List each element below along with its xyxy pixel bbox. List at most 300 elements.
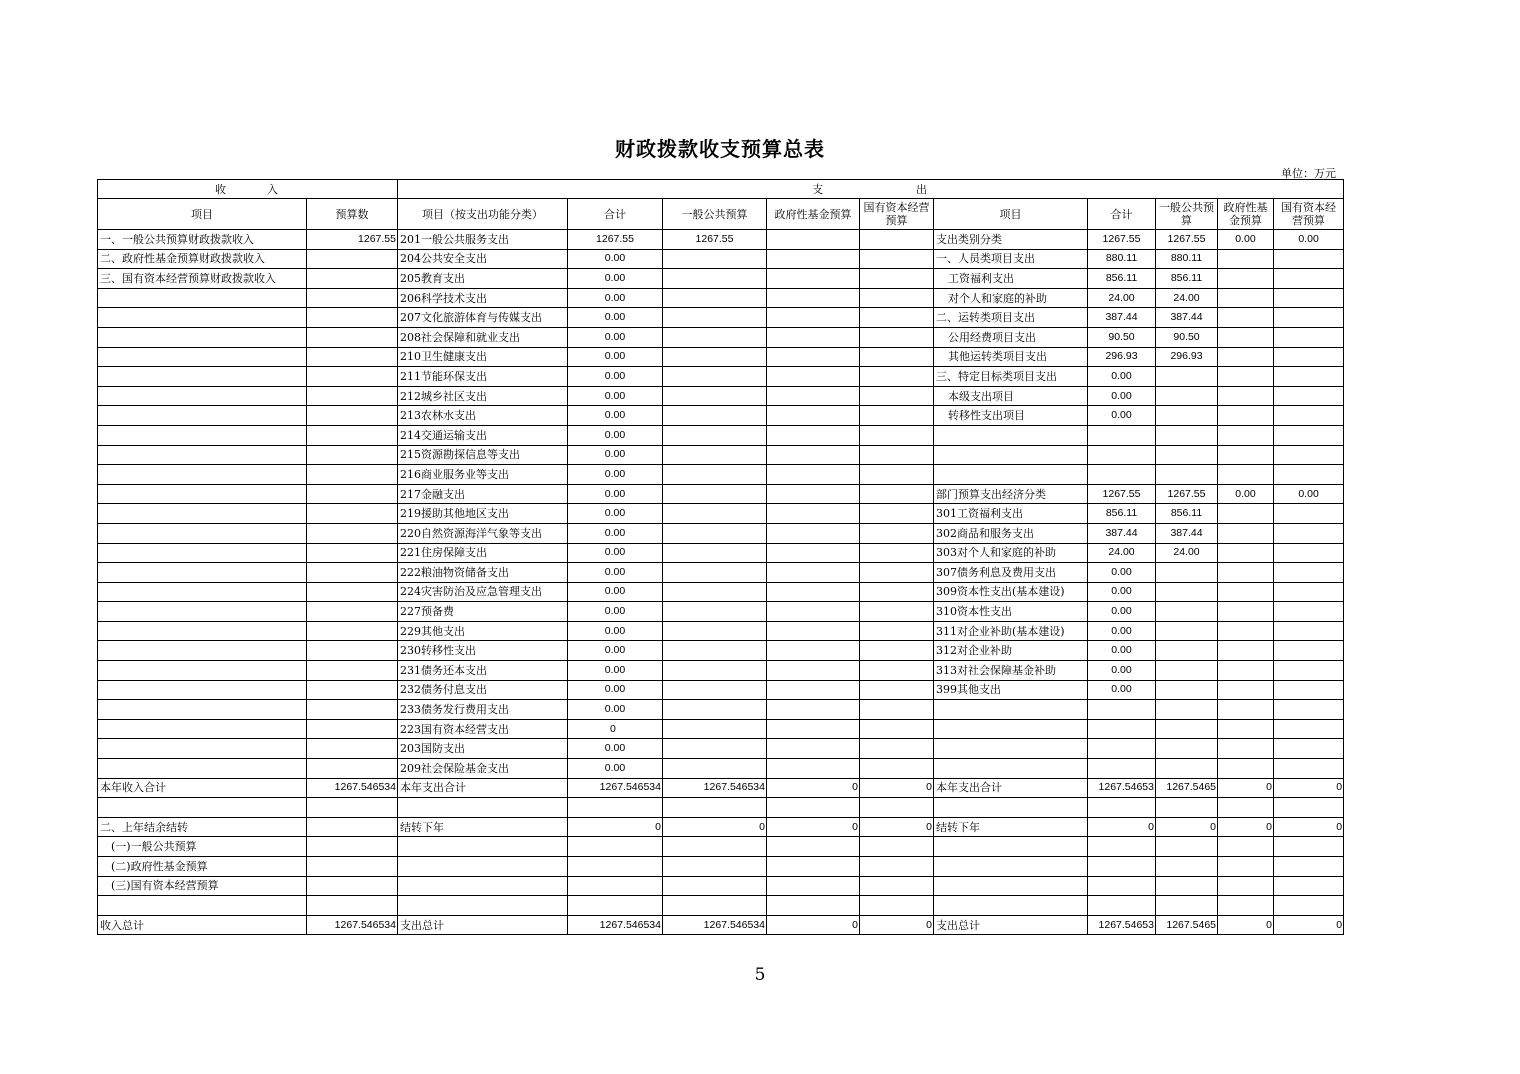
cell-total: 0.00 <box>568 700 663 720</box>
header-group-row <box>98 180 1344 199</box>
cell-econ-state-capital <box>1274 661 1344 681</box>
cell-func-item: 222粮油物资储备支出 <box>398 563 568 583</box>
cell-econ-state-capital <box>1274 602 1344 622</box>
cell-income-budget <box>307 700 398 720</box>
cell-state-capital <box>860 445 934 465</box>
cell-econ-state-capital <box>1274 680 1344 700</box>
blank-cell <box>860 798 934 818</box>
blank-cell <box>1218 896 1274 916</box>
blank-cell <box>1156 798 1218 818</box>
blank-cell <box>307 837 398 857</box>
cell-gov-fund <box>767 425 860 445</box>
cell-gov-fund <box>767 269 860 289</box>
cell-general <box>663 563 767 583</box>
cell-econ-general: 880.11 <box>1156 249 1218 269</box>
grand-total-econ-gov-fund: 0 <box>1218 915 1274 935</box>
cell-econ-total: 0.00 <box>1088 367 1156 387</box>
annual-total-value: 1267.546534 <box>307 778 398 798</box>
blank-cell <box>934 837 1088 857</box>
cell-state-capital <box>860 504 934 524</box>
cell-econ-state-capital <box>1274 621 1344 641</box>
cell-econ-general: 1267.55 <box>1156 484 1218 504</box>
cell-econ-general <box>1156 641 1218 661</box>
table-row <box>98 308 1344 328</box>
blank-cell <box>398 896 568 916</box>
cell-econ-total: 856.11 <box>1088 504 1156 524</box>
table-row <box>98 563 1344 583</box>
cell-econ-state-capital <box>1274 700 1344 720</box>
cell-income-budget <box>307 680 398 700</box>
cell-econ-item: 399其他支出 <box>934 680 1088 700</box>
annual-total-econ-total: 1267.54653 <box>1088 778 1156 798</box>
table-row <box>98 680 1344 700</box>
cell-func-item: 217金融支出 <box>398 484 568 504</box>
cell-income-budget <box>307 425 398 445</box>
cell-func-item: 220自然资源海洋气象等支出 <box>398 523 568 543</box>
cell-gov-fund <box>767 367 860 387</box>
blank-cell <box>1088 896 1156 916</box>
table-row <box>98 700 1344 720</box>
cell-econ-state-capital <box>1274 739 1344 759</box>
cell-econ-general: 24.00 <box>1156 288 1218 308</box>
cell-gov-fund <box>767 759 860 779</box>
cell-econ-gov-fund <box>1218 700 1274 720</box>
cell-func-item: 208社会保障和就业支出 <box>398 327 568 347</box>
table-row <box>98 425 1344 445</box>
blank-cell <box>307 857 398 877</box>
annual-total-exp-label: 本年支出合计 <box>398 778 568 798</box>
cell-gov-fund <box>767 386 860 406</box>
blank-cell <box>767 857 860 877</box>
cell-state-capital <box>860 327 934 347</box>
cell-income-budget: 1267.55 <box>307 230 398 250</box>
cell-income-item <box>98 445 307 465</box>
cell-econ-total: 0.00 <box>1088 582 1156 602</box>
cell-econ-gov-fund <box>1218 621 1274 641</box>
cell-income-budget <box>307 602 398 622</box>
col-header-total: 合计 <box>568 199 663 230</box>
cell-econ-state-capital <box>1274 347 1344 367</box>
cell-econ-item: 转移性支出项目 <box>934 406 1088 426</box>
blank-cell <box>663 798 767 818</box>
cell-econ-general <box>1156 739 1218 759</box>
cell-econ-total <box>1088 719 1156 739</box>
blank-cell <box>568 857 663 877</box>
cell-econ-total: 0.00 <box>1088 621 1156 641</box>
column-header-row <box>98 199 1344 230</box>
table-row <box>98 641 1344 661</box>
cell-income-item: 二、政府性基金预算财政拨款收入 <box>98 249 307 269</box>
annual-total-total: 1267.546534 <box>568 778 663 798</box>
budget-summary-table <box>97 179 1344 935</box>
cell-econ-gov-fund <box>1218 602 1274 622</box>
cell-income-budget <box>307 621 398 641</box>
grand-total-gov-fund: 0 <box>767 915 860 935</box>
blank-cell <box>307 896 398 916</box>
grand-total-state-capital: 0 <box>860 915 934 935</box>
carry-econ-general: 0 <box>1156 817 1218 837</box>
cell-econ-item: 部门预算支出经济分类 <box>934 484 1088 504</box>
table-row <box>98 582 1344 602</box>
cell-econ-item <box>934 759 1088 779</box>
annual-total-label: 本年收入合计 <box>98 778 307 798</box>
carry-general: 0 <box>663 817 767 837</box>
cell-general <box>663 288 767 308</box>
cell-econ-gov-fund <box>1218 308 1274 328</box>
cell-income-item <box>98 739 307 759</box>
blank-cell <box>1218 798 1274 818</box>
cell-total: 1267.55 <box>568 230 663 250</box>
blank-cell <box>1088 837 1156 857</box>
blank-cell <box>1274 857 1344 877</box>
cell-econ-total: 0.00 <box>1088 602 1156 622</box>
cell-func-item: 214交通运输支出 <box>398 425 568 445</box>
cell-econ-state-capital <box>1274 641 1344 661</box>
cell-econ-item: 支出类别分类 <box>934 230 1088 250</box>
cell-general <box>663 621 767 641</box>
cell-income-item <box>98 367 307 387</box>
cell-total: 0.00 <box>568 563 663 583</box>
blank-cell <box>860 896 934 916</box>
annual-total-econ-state-capital: 0 <box>1274 778 1344 798</box>
cell-econ-state-capital <box>1274 543 1344 563</box>
blank-cell <box>767 798 860 818</box>
cell-gov-fund <box>767 700 860 720</box>
cell-income-item: 三、国有资本经营预算财政拨款收入 <box>98 269 307 289</box>
cell-econ-total: 24.00 <box>1088 288 1156 308</box>
table-row <box>98 602 1344 622</box>
cell-econ-gov-fund <box>1218 249 1274 269</box>
col-header-econ-total: 合计 <box>1088 199 1156 230</box>
cell-econ-item <box>934 445 1088 465</box>
cell-gov-fund <box>767 230 860 250</box>
cell-income-budget <box>307 582 398 602</box>
cell-general <box>663 680 767 700</box>
cell-func-item: 205教育支出 <box>398 269 568 289</box>
cell-total: 0.00 <box>568 504 663 524</box>
cell-state-capital <box>860 563 934 583</box>
cell-general <box>663 484 767 504</box>
cell-income-budget <box>307 249 398 269</box>
cell-econ-general <box>1156 680 1218 700</box>
cell-general <box>663 700 767 720</box>
cell-general <box>663 759 767 779</box>
cell-total: 0.00 <box>568 484 663 504</box>
carry-sub-label: (一)一般公共预算 <box>98 837 307 857</box>
cell-econ-item: 302商品和服务支出 <box>934 523 1088 543</box>
annual-total-general: 1267.546534 <box>663 778 767 798</box>
cell-gov-fund <box>767 347 860 367</box>
cell-total: 0.00 <box>568 759 663 779</box>
cell-econ-item: 311对企业补助(基本建设) <box>934 621 1088 641</box>
cell-general <box>663 308 767 328</box>
cell-total: 0.00 <box>568 523 663 543</box>
cell-econ-general <box>1156 367 1218 387</box>
blank-cell <box>1274 876 1344 896</box>
cell-econ-item: 一、人员类项目支出 <box>934 249 1088 269</box>
cell-income-budget <box>307 661 398 681</box>
cell-state-capital <box>860 700 934 720</box>
grand-total-exp-label: 支出总计 <box>398 915 568 935</box>
cell-func-item: 231债务还本支出 <box>398 661 568 681</box>
cell-econ-total <box>1088 425 1156 445</box>
cell-econ-item <box>934 465 1088 485</box>
table-row <box>98 504 1344 524</box>
cell-func-item: 224灾害防治及应急管理支出 <box>398 582 568 602</box>
cell-econ-total: 90.50 <box>1088 327 1156 347</box>
cell-econ-total <box>1088 700 1156 720</box>
cell-total: 0.00 <box>568 347 663 367</box>
cell-econ-general <box>1156 386 1218 406</box>
grand-total-econ-state-capital: 0 <box>1274 915 1344 935</box>
cell-income-item <box>98 406 307 426</box>
blank-cell <box>568 876 663 896</box>
grand-total-general: 1267.546534 <box>663 915 767 935</box>
cell-econ-state-capital <box>1274 288 1344 308</box>
blank-cell <box>1274 798 1344 818</box>
carry-value <box>307 817 398 837</box>
cell-econ-item <box>934 719 1088 739</box>
cell-econ-gov-fund <box>1218 347 1274 367</box>
blank-cell <box>934 876 1088 896</box>
carry-state-capital: 0 <box>860 817 934 837</box>
cell-econ-general <box>1156 465 1218 485</box>
page-number: 5 <box>754 965 766 985</box>
col-header-budget: 预算数 <box>307 199 398 230</box>
blank-cell <box>1274 837 1344 857</box>
cell-econ-item: 307债务利息及费用支出 <box>934 563 1088 583</box>
blank-cell <box>663 857 767 877</box>
cell-income-budget <box>307 484 398 504</box>
cell-econ-gov-fund <box>1218 759 1274 779</box>
cell-econ-item: 三、特定目标类项目支出 <box>934 367 1088 387</box>
cell-econ-total: 0.00 <box>1088 386 1156 406</box>
cell-income-budget <box>307 367 398 387</box>
cell-econ-gov-fund <box>1218 445 1274 465</box>
cell-econ-gov-fund <box>1218 269 1274 289</box>
cell-econ-general: 387.44 <box>1156 308 1218 328</box>
cell-general <box>663 249 767 269</box>
cell-state-capital <box>860 465 934 485</box>
cell-income-item <box>98 327 307 347</box>
cell-income-budget <box>307 759 398 779</box>
cell-func-item: 203国防支出 <box>398 739 568 759</box>
cell-state-capital <box>860 719 934 739</box>
cell-gov-fund <box>767 484 860 504</box>
cell-econ-state-capital <box>1274 465 1344 485</box>
cell-total: 0.00 <box>568 543 663 563</box>
cell-general <box>663 641 767 661</box>
cell-econ-state-capital <box>1274 582 1344 602</box>
cell-gov-fund <box>767 661 860 681</box>
cell-income-budget <box>307 406 398 426</box>
cell-income-item <box>98 582 307 602</box>
cell-econ-general: 296.93 <box>1156 347 1218 367</box>
cell-econ-general <box>1156 582 1218 602</box>
unit-label: 单位：万元 <box>1281 167 1336 180</box>
cell-econ-state-capital <box>1274 425 1344 445</box>
cell-econ-total: 0.00 <box>1088 661 1156 681</box>
cell-econ-item: 312对企业补助 <box>934 641 1088 661</box>
cell-gov-fund <box>767 719 860 739</box>
cell-general <box>663 445 767 465</box>
carry-sub-row <box>98 857 1344 877</box>
grand-total-econ-total: 1267.54653 <box>1088 915 1156 935</box>
cell-general <box>663 386 767 406</box>
cell-econ-gov-fund <box>1218 523 1274 543</box>
cell-func-item: 221住房保障支出 <box>398 543 568 563</box>
cell-total: 0.00 <box>568 269 663 289</box>
cell-general <box>663 504 767 524</box>
cell-econ-gov-fund <box>1218 504 1274 524</box>
table-row <box>98 739 1344 759</box>
cell-income-budget <box>307 739 398 759</box>
cell-total: 0.00 <box>568 739 663 759</box>
cell-total: 0 <box>568 719 663 739</box>
annual-total-row <box>98 778 1344 798</box>
blank-cell <box>307 876 398 896</box>
cell-state-capital <box>860 739 934 759</box>
blank-cell <box>1156 896 1218 916</box>
cell-total: 0.00 <box>568 602 663 622</box>
cell-total: 0.00 <box>568 425 663 445</box>
cell-gov-fund <box>767 308 860 328</box>
cell-total: 0.00 <box>568 406 663 426</box>
expense-header: 支 出 <box>398 180 1344 199</box>
grand-total-econ-label: 支出总计 <box>934 915 1088 935</box>
cell-func-item: 215资源勘探信息等支出 <box>398 445 568 465</box>
blank-cell <box>98 798 307 818</box>
cell-income-item <box>98 661 307 681</box>
col-header-econ-state-capital: 国有资本经营预算 <box>1274 199 1344 230</box>
blank-cell <box>860 876 934 896</box>
table-row <box>98 621 1344 641</box>
table-row <box>98 249 1344 269</box>
cell-econ-item <box>934 425 1088 445</box>
carry-econ-gov-fund: 0 <box>1218 817 1274 837</box>
cell-func-item: 212城乡社区支出 <box>398 386 568 406</box>
table-row <box>98 288 1344 308</box>
cell-econ-general: 387.44 <box>1156 523 1218 543</box>
blank-cell <box>934 896 1088 916</box>
cell-econ-state-capital <box>1274 327 1344 347</box>
cell-state-capital <box>860 641 934 661</box>
cell-econ-total: 296.93 <box>1088 347 1156 367</box>
cell-total: 0.00 <box>568 445 663 465</box>
table-row <box>98 406 1344 426</box>
cell-state-capital <box>860 230 934 250</box>
cell-func-item: 229其他支出 <box>398 621 568 641</box>
table-row <box>98 269 1344 289</box>
carry-sub-row <box>98 876 1344 896</box>
grand-total-value: 1267.546534 <box>307 915 398 935</box>
cell-total: 0.00 <box>568 308 663 328</box>
grand-total-label: 收入总计 <box>98 915 307 935</box>
cell-state-capital <box>860 680 934 700</box>
cell-state-capital <box>860 602 934 622</box>
cell-income-item <box>98 602 307 622</box>
table-row <box>98 347 1344 367</box>
cell-gov-fund <box>767 445 860 465</box>
cell-econ-item: 二、运转类项目支出 <box>934 308 1088 328</box>
blank-cell <box>398 798 568 818</box>
cell-state-capital <box>860 523 934 543</box>
cell-general <box>663 543 767 563</box>
cell-func-item: 213农林水支出 <box>398 406 568 426</box>
table-row <box>98 445 1344 465</box>
cell-econ-gov-fund <box>1218 406 1274 426</box>
cell-econ-total: 387.44 <box>1088 308 1156 328</box>
blank-cell <box>663 896 767 916</box>
cell-gov-fund <box>767 406 860 426</box>
table-row <box>98 484 1344 504</box>
col-header-econ-gov-fund: 政府性基金预算 <box>1218 199 1274 230</box>
cell-econ-general <box>1156 425 1218 445</box>
cell-econ-item <box>934 700 1088 720</box>
cell-general <box>663 367 767 387</box>
blank-cell <box>568 896 663 916</box>
blank-cell <box>934 798 1088 818</box>
blank-cell <box>398 876 568 896</box>
carry-exp-label: 结转下年 <box>398 817 568 837</box>
cell-gov-fund <box>767 680 860 700</box>
cell-income-item <box>98 386 307 406</box>
cell-econ-item: 对个人和家庭的补助 <box>934 288 1088 308</box>
annual-total-econ-general: 1267.5465 <box>1156 778 1218 798</box>
cell-general <box>663 425 767 445</box>
cell-func-item: 211节能环保支出 <box>398 367 568 387</box>
cell-income-item <box>98 504 307 524</box>
cell-func-item: 204公共安全支出 <box>398 249 568 269</box>
cell-func-item: 230转移性支出 <box>398 641 568 661</box>
col-header-item: 项目 <box>98 199 307 230</box>
cell-general <box>663 347 767 367</box>
cell-func-item: 207文化旅游体育与传媒支出 <box>398 308 568 328</box>
carry-over-row <box>98 817 1344 837</box>
table-row <box>98 386 1344 406</box>
cell-total: 0.00 <box>568 582 663 602</box>
cell-total: 0.00 <box>568 661 663 681</box>
cell-econ-general <box>1156 621 1218 641</box>
cell-econ-general <box>1156 700 1218 720</box>
cell-gov-fund <box>767 523 860 543</box>
cell-func-item: 227预备费 <box>398 602 568 622</box>
cell-econ-general <box>1156 602 1218 622</box>
grand-total-total: 1267.546534 <box>568 915 663 935</box>
blank-cell <box>1088 857 1156 877</box>
cell-gov-fund <box>767 621 860 641</box>
col-header-state-capital: 国有资本经营预算 <box>860 199 934 230</box>
cell-econ-gov-fund: 0.00 <box>1218 230 1274 250</box>
blank-cell <box>767 837 860 857</box>
cell-econ-general <box>1156 563 1218 583</box>
blank-cell <box>1274 896 1344 916</box>
blank-cell <box>1156 857 1218 877</box>
cell-econ-item <box>934 739 1088 759</box>
cell-econ-total: 856.11 <box>1088 269 1156 289</box>
cell-gov-fund <box>767 288 860 308</box>
cell-econ-item: 工资福利支出 <box>934 269 1088 289</box>
annual-total-state-capital: 0 <box>860 778 934 798</box>
cell-income-item <box>98 347 307 367</box>
cell-econ-state-capital <box>1274 563 1344 583</box>
table-row <box>98 719 1344 739</box>
cell-econ-general <box>1156 406 1218 426</box>
cell-income-budget <box>307 543 398 563</box>
carry-sub-label: (二)政府性基金预算 <box>98 857 307 877</box>
annual-total-econ-gov-fund: 0 <box>1218 778 1274 798</box>
cell-general <box>663 523 767 543</box>
